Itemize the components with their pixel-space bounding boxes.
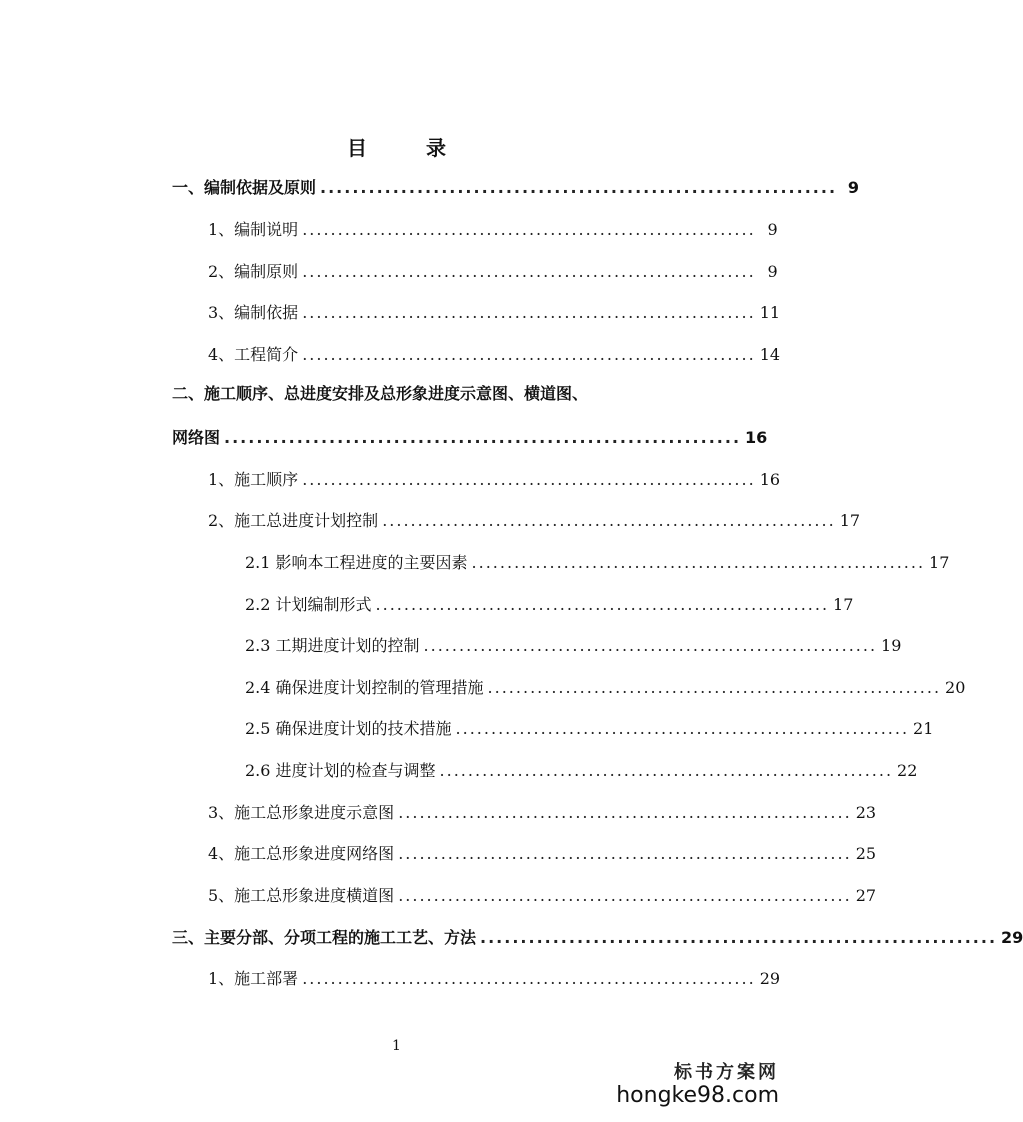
toc-entry-page: 16 [745, 428, 768, 447]
toc-entry [245, 633, 902, 657]
toc-leader: ................................................................ [455, 719, 910, 738]
toc-leader: ................................................................ [398, 844, 852, 863]
toc-entry-page: 29 [1001, 928, 1023, 947]
toc-entry-label: 三、主要分部、分项工程的施工工艺、方法 [172, 928, 477, 947]
toc-entry-label: 一、编制依据及原则 [172, 178, 317, 197]
toc-entry-label: 1、施工顺序 [208, 470, 299, 489]
toc-entry-page: 17 [929, 553, 950, 572]
toc-title: 目 录 [347, 136, 472, 160]
toc-entry-label: 2.6 进度计划的检查与调整 [245, 761, 436, 780]
toc-entry-page: 11 [759, 303, 781, 322]
toc-entry-label: 4、工程简介 [208, 345, 299, 364]
toc-entry [172, 925, 1023, 949]
toc-entry [245, 716, 934, 740]
toc-leader: ................................................................ [302, 470, 756, 489]
toc-entry-label: 1、编制说明 [208, 220, 299, 239]
toc-leader: ................................................................ [302, 262, 756, 281]
toc-entry-page: 9 [767, 220, 778, 239]
toc-entry [208, 217, 778, 241]
watermark-en: hongke98.com [616, 1083, 779, 1108]
toc-entry [208, 300, 781, 324]
toc-entry [245, 550, 950, 574]
toc-leader: ................................................................ [302, 220, 756, 239]
toc-entry-page: 22 [897, 761, 918, 780]
toc-entry-page: 27 [855, 886, 877, 905]
toc-entry-page: 16 [759, 470, 781, 489]
toc-entry [172, 175, 860, 199]
toc-entry-label: 5、施工总形象进度横道图 [208, 886, 395, 905]
toc-entry [208, 342, 781, 366]
toc-leader: ................................................................ [375, 595, 830, 614]
toc-entry [208, 883, 877, 907]
toc-entry [172, 425, 768, 449]
toc-leader: ................................................................ [439, 761, 894, 780]
toc-leader: ................................................................ [302, 969, 756, 988]
toc-leader: ................................................................ [398, 803, 852, 822]
toc-entry-label: 2.2 计划编制形式 [245, 595, 372, 614]
toc-entry-wrapped-label: 二、施工顺序、总进度安排及总形象进度示意图、横道图、 [172, 384, 589, 403]
toc-entry-page: 9 [847, 178, 860, 197]
toc-entry [208, 966, 781, 990]
toc-entry [245, 675, 966, 699]
toc-leader: ................................................................ [398, 886, 852, 905]
toc-entry [208, 508, 861, 532]
toc-leader: ................................................................ [302, 303, 756, 322]
toc-entry-page: 17 [833, 595, 854, 614]
toc-entry [208, 841, 877, 865]
toc-entry [208, 259, 778, 283]
watermark [616, 1058, 779, 1108]
toc-entry-page: 21 [913, 719, 934, 738]
page-number: 1 [392, 1038, 401, 1054]
toc-entry-label: 2.4 确保进度计划控制的管理措施 [245, 678, 484, 697]
toc-leader: ................................................................ [320, 178, 838, 197]
toc-leader: ................................................................ [224, 428, 742, 447]
toc-entry-label: 2.1 影响本工程进度的主要因素 [245, 553, 468, 572]
toc-leader: ................................................................ [423, 636, 878, 655]
toc-entry-label: 3、编制依据 [208, 303, 299, 322]
toc-entry [208, 800, 877, 824]
toc-leader: ................................................................ [480, 928, 998, 947]
toc-entry-page: 20 [945, 678, 966, 697]
toc-entry [208, 467, 781, 491]
toc-leader: ................................................................ [382, 511, 836, 530]
toc-entry-label: 2.5 确保进度计划的技术措施 [245, 719, 452, 738]
toc-entry-page: 23 [855, 803, 877, 822]
toc-entry-page: 9 [767, 262, 778, 281]
toc-entry-label: 网络图 [172, 428, 221, 447]
toc-entry-label: 3、施工总形象进度示意图 [208, 803, 395, 822]
toc-entry-page: 14 [759, 345, 781, 364]
toc-leader: ................................................................ [302, 345, 756, 364]
toc-entry-label: 2、施工总进度计划控制 [208, 511, 379, 530]
watermark-cn: 标书方案网 [674, 1062, 779, 1083]
toc-entry-page: 29 [759, 969, 781, 988]
toc-entry-page: 17 [839, 511, 861, 530]
toc-entry [245, 592, 854, 616]
toc-entry-page: 25 [855, 844, 877, 863]
toc-entry-label: 4、施工总形象进度网络图 [208, 844, 395, 863]
toc-entry-label: 2、编制原则 [208, 262, 299, 281]
toc-leader: ................................................................ [471, 553, 926, 572]
toc-entry [245, 758, 918, 782]
toc-leader: ................................................................ [487, 678, 942, 697]
toc-entry-label: 2.3 工期进度计划的控制 [245, 636, 420, 655]
toc-entry-page: 19 [881, 636, 902, 655]
toc-entry-label: 1、施工部署 [208, 969, 299, 988]
